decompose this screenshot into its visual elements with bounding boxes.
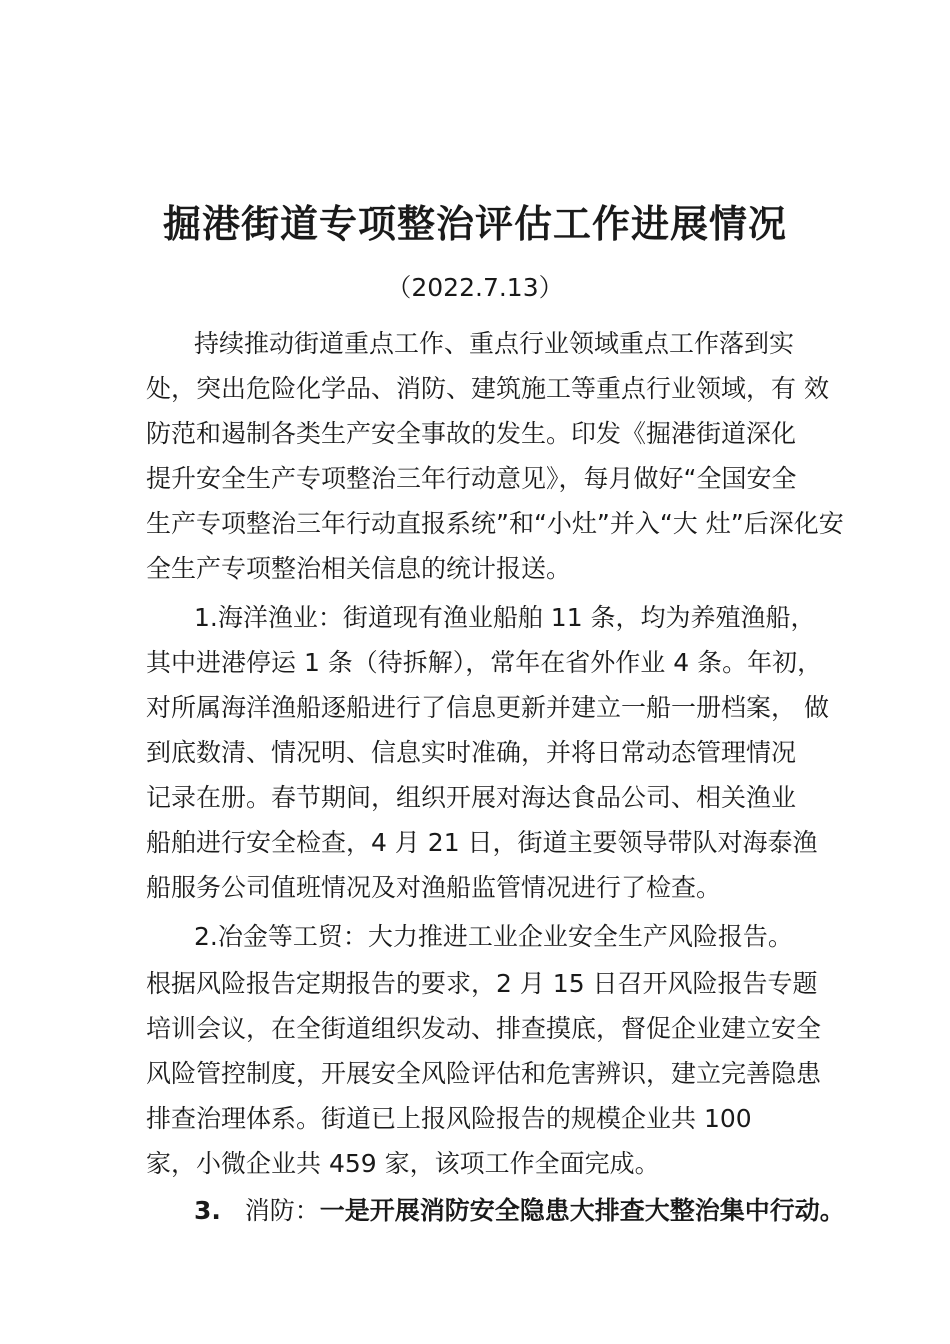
paragraph-line: 到底数清、情况明、信息实时准确，并将日常动态管理情况 <box>146 738 797 767</box>
document-title: 掘港街道专项整治评估工作进展情况 <box>162 201 787 246</box>
section-label: 消防： <box>244 1196 320 1225</box>
section-number: 3. <box>194 1196 221 1225</box>
paragraph-line: 根据风险报告定期报告的要求，2 月 15 日召开风险报告专题 <box>146 969 818 998</box>
paragraph-line: 船服务公司值班情况及对渔船监管情况进行了检查。 <box>146 873 722 902</box>
paragraph-line: 2.冶金等工贸：大力推进工业企业安全生产风险报告。 <box>194 922 793 951</box>
paragraph-line: 持续推动街道重点工作、重点行业领域重点工作落到实 <box>194 329 795 358</box>
paragraph-line: 风险管控制度，开展安全风险评估和危害辨识，建立完善隐患 <box>146 1059 822 1088</box>
document-date: （2022.7.13） <box>386 273 564 302</box>
paragraph-line: 1.海洋渔业：街道现有渔业船舶 11 条，均为养殖渔船， <box>194 603 816 632</box>
paragraph-line: 排查治理体系。街道已上报风险报告的规模企业共 100 <box>146 1104 752 1133</box>
paragraph-line: 记录在册。春节期间，组织开展对海达食品公司、相关渔业 <box>146 783 797 812</box>
paragraph-line: 防范和遏制各类生产安全事故的发生。印发《掘港街道深化 <box>146 419 797 448</box>
paragraph-line: 对所属海洋渔船逐船进行了信息更新并建立一船一册档案， 做 <box>146 693 829 722</box>
paragraph-line: 提升安全生产专项整治三年行动意见》，每月做好“全国安全 <box>146 464 797 493</box>
paragraph-line: 处，突出危险化学品、消防、建筑施工等重点行业领域，有 效 <box>146 374 829 403</box>
paragraph-line: 全生产专项整治相关信息的统计报送。 <box>146 554 572 583</box>
section-heading-fire <box>194 1189 914 1233</box>
paragraph-line: 生产专项整治三年行动直报系统”和“小灶”并入“大 灶”后深化安 <box>146 509 844 538</box>
paragraph-line: 其中进港停运 1 条（待拆解），常年在省外作业 4 条。年初， <box>146 648 823 677</box>
paragraph-line: 船舶进行安全检查，4 月 21 日，街道主要领导带队对海泰渔 <box>146 828 818 857</box>
paragraph-line: 家，小微企业共 459 家，该项工作全面完成。 <box>146 1149 660 1178</box>
section-bold-text: 一是开展消防安全隐患大排查大整治集中行动。 <box>319 1196 845 1225</box>
paragraph-line: 培训会议，在全街道组织发动、排查摸底，督促企业建立安全 <box>146 1014 822 1043</box>
